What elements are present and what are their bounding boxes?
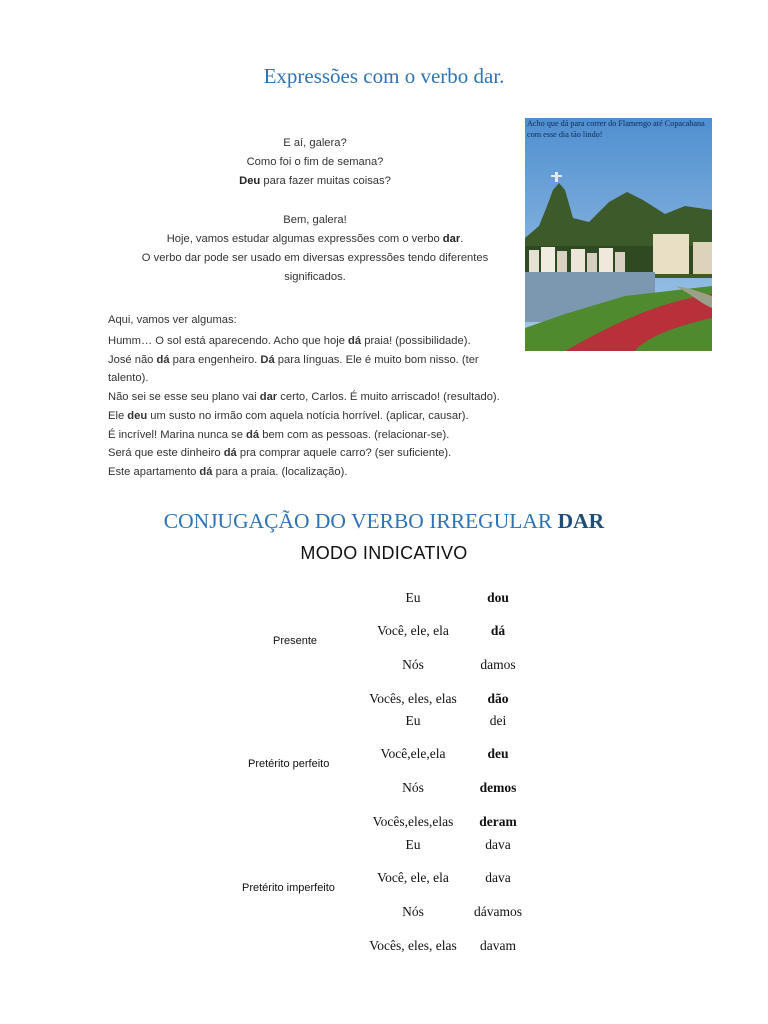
pronoun-cell: Você, ele, ela [377, 870, 449, 885]
pronoun-cell: Nós [402, 657, 424, 672]
mode-subtitle: MODO INDICATIVO [300, 543, 468, 563]
pronoun-cell: Eu [405, 837, 421, 852]
intro-line [92, 268, 538, 287]
verb-form-cell: dávamos [474, 904, 522, 919]
pronoun-cell: Vocês, eles, elas [369, 691, 457, 706]
verb-form-cell: dá [490, 623, 506, 638]
tense-label: Pretérito perfeito [248, 758, 330, 770]
highlighted-verb: dar [259, 391, 278, 404]
rio-photo [525, 118, 712, 351]
pronoun-cell: Eu [405, 590, 421, 605]
example-sentence [108, 426, 528, 445]
pronoun-cell: Vocês,eles,elas [372, 814, 454, 829]
verb-form-cell: deram [479, 814, 517, 829]
text-segment: Ele [108, 409, 128, 422]
highlighted-verb: dá [223, 447, 237, 460]
intro-explanation [92, 211, 538, 287]
intro-line [92, 153, 538, 172]
highlighted-verb: dá [348, 335, 362, 347]
text-segment: Bem, galera! [283, 214, 347, 226]
rio-landscape-image [525, 118, 712, 351]
examples-heading: Aqui, vamos ver algumas: [108, 314, 237, 326]
text-segment: significados. [284, 271, 346, 283]
tense-label: Pretérito imperfeito [242, 882, 335, 894]
example-sentence [108, 332, 528, 351]
text-segment: Como foi o fim de semana? [246, 156, 384, 168]
verb-form-cell: dava [485, 837, 511, 852]
page-title: Expressões com o verbo dar. [263, 64, 505, 88]
highlighted-verb: Deu [239, 175, 261, 187]
text-segment: para engenheiro. [169, 353, 261, 366]
photo-caption: Acho que dá para correr do Flamengo até Copacabana com esse dia tão lindo! [527, 119, 705, 139]
example-sentence [108, 351, 528, 370]
intro-line [92, 249, 538, 268]
intro-line [92, 172, 538, 191]
verb-form-cell: demos [479, 780, 517, 795]
text-segment: Não sei se esse seu plano vai [108, 391, 260, 404]
conjugation-title-verb: DAR [557, 509, 605, 533]
highlighted-verb: dar [442, 233, 461, 245]
highlighted-verb: dá [156, 353, 170, 366]
text-segment: Humm… O sol está aparecendo. Acho que hoje [108, 335, 349, 347]
highlighted-verb: Dá [260, 353, 275, 366]
text-segment: E aí, galera? [283, 137, 347, 149]
verb-form-cell: damos [480, 657, 516, 672]
verb-form-cell: dava [485, 870, 511, 885]
text-segment: pra comprar aquele carro? (ser suficiente). [236, 447, 452, 460]
verb-form-cell: dei [489, 713, 507, 728]
example-sentence [108, 388, 528, 407]
pronoun-cell: Você, ele, ela [377, 623, 449, 638]
text-segment: para a praia. (localização). [212, 465, 348, 478]
pronoun-cell: Nós [402, 904, 424, 919]
examples-list [108, 332, 528, 482]
text-segment: É incrível! Marina nunca se [108, 428, 247, 441]
example-sentence [108, 463, 528, 482]
intro-line [92, 134, 538, 153]
intro-line [92, 230, 538, 249]
text-segment: Será que este dinheiro [108, 447, 224, 460]
intro-greeting [92, 134, 538, 191]
conjugation-title-prefix: CONJUGAÇÃO DO VERBO IRREGULAR [163, 509, 558, 533]
example-sentence [108, 444, 528, 463]
conjugation-title [0, 509, 768, 534]
text-segment: O verbo dar pode ser usado em diversas expressões tendo diferentes [141, 252, 489, 264]
text-segment: Hoje, vamos estudar algumas expressões com o verbo [166, 233, 443, 245]
example-sentence [108, 369, 528, 388]
text-segment: Este apartamento [108, 465, 200, 478]
text-segment: para línguas. Ele é muito bom nisso. (ter [274, 353, 479, 366]
text-segment: talento). [108, 372, 149, 385]
pronoun-cell: Vocês, eles, elas [369, 938, 457, 953]
example-sentence [108, 407, 528, 426]
text-segment: praia! (possibilidade). [361, 335, 471, 347]
pronoun-cell: Nós [402, 780, 424, 795]
text-segment: José não [108, 353, 157, 366]
highlighted-verb: dá [246, 428, 260, 441]
tense-label: Presente [273, 635, 318, 647]
verb-form-cell: deu [487, 746, 509, 761]
text-segment: um susto no irmão com aquela notícia horrível. (aplicar, causar). [147, 409, 469, 422]
verb-form-cell: davam [480, 938, 516, 953]
pronoun-cell: Eu [405, 713, 421, 728]
intro-line [92, 211, 538, 230]
verb-form-cell: dão [487, 691, 509, 706]
text-segment: bem com as pessoas. (relacionar-se). [259, 428, 450, 441]
highlighted-verb: deu [127, 409, 148, 422]
highlighted-verb: dá [199, 465, 213, 478]
text-segment: certo, Carlos. É muito arriscado! (resultado). [277, 391, 500, 404]
text-segment: . [460, 233, 464, 245]
pronoun-cell: Você,ele,ela [380, 746, 446, 761]
text-segment: para fazer muitas coisas? [260, 175, 391, 187]
verb-form-cell: dou [487, 590, 509, 605]
